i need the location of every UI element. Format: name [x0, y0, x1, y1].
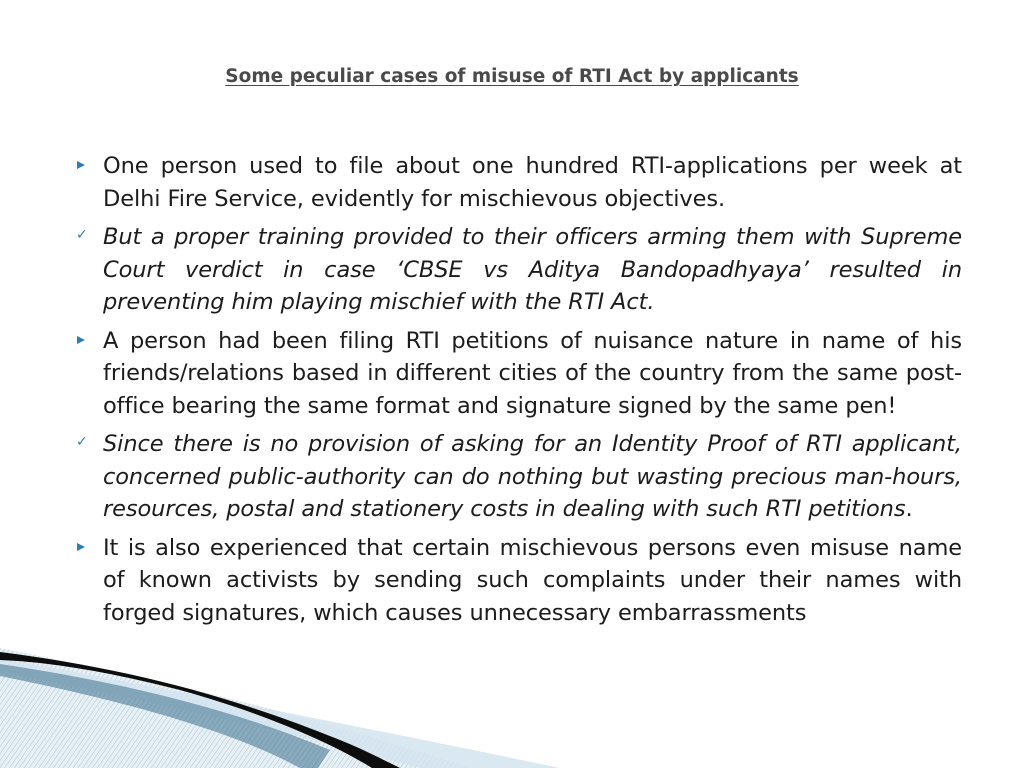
list-item-suffix: .: [905, 496, 913, 522]
list-item: [76, 150, 962, 215]
arrow-icon: [76, 532, 90, 564]
bullet-list: [76, 150, 962, 635]
list-item-text: But a proper training provided to their officers arming them with Supreme Court verdict in case ‘CBSE vs Aditya Bandopadhyaya’ resulted in preventing him playing mischief with the RTI Act.: [103, 224, 962, 315]
list-item-text: A person had been filing RTI petitions of nuisance nature in name of his friends/relations based in different cities of the country from the same post-office bearing the same format and signature signed by the same pen!: [103, 327, 962, 419]
arrow-icon: [76, 325, 90, 357]
list-item: [76, 428, 962, 526]
slide-title: Some peculiar cases of misuse of RTI Act by applicants: [225, 66, 799, 87]
list-item: [76, 532, 962, 630]
checkmark-icon: ✓: [76, 434, 88, 450]
list-item-text: It is also experienced that certain mischievous persons even misuse name of known activists by sending such complaints under their names with forged signatures, which causes unnecessary embarrassments: [103, 534, 962, 626]
arrow-icon: [76, 150, 90, 182]
list-item: [76, 325, 962, 423]
checkmark-icon: ✓: [76, 227, 88, 243]
list-item: [76, 221, 962, 319]
list-item-text: One person used to file about one hundred RTI-applications per week at Delhi Fire Service, evidently for mischievous objectives.: [103, 153, 962, 212]
list-item-text: Since there is no provision of asking for an Identity Proof of RTI applicant, concerned public-authority can do nothing but wasting precious man-hours, resources, postal and stationery costs in dealing with such RTI petitions: [103, 431, 962, 522]
